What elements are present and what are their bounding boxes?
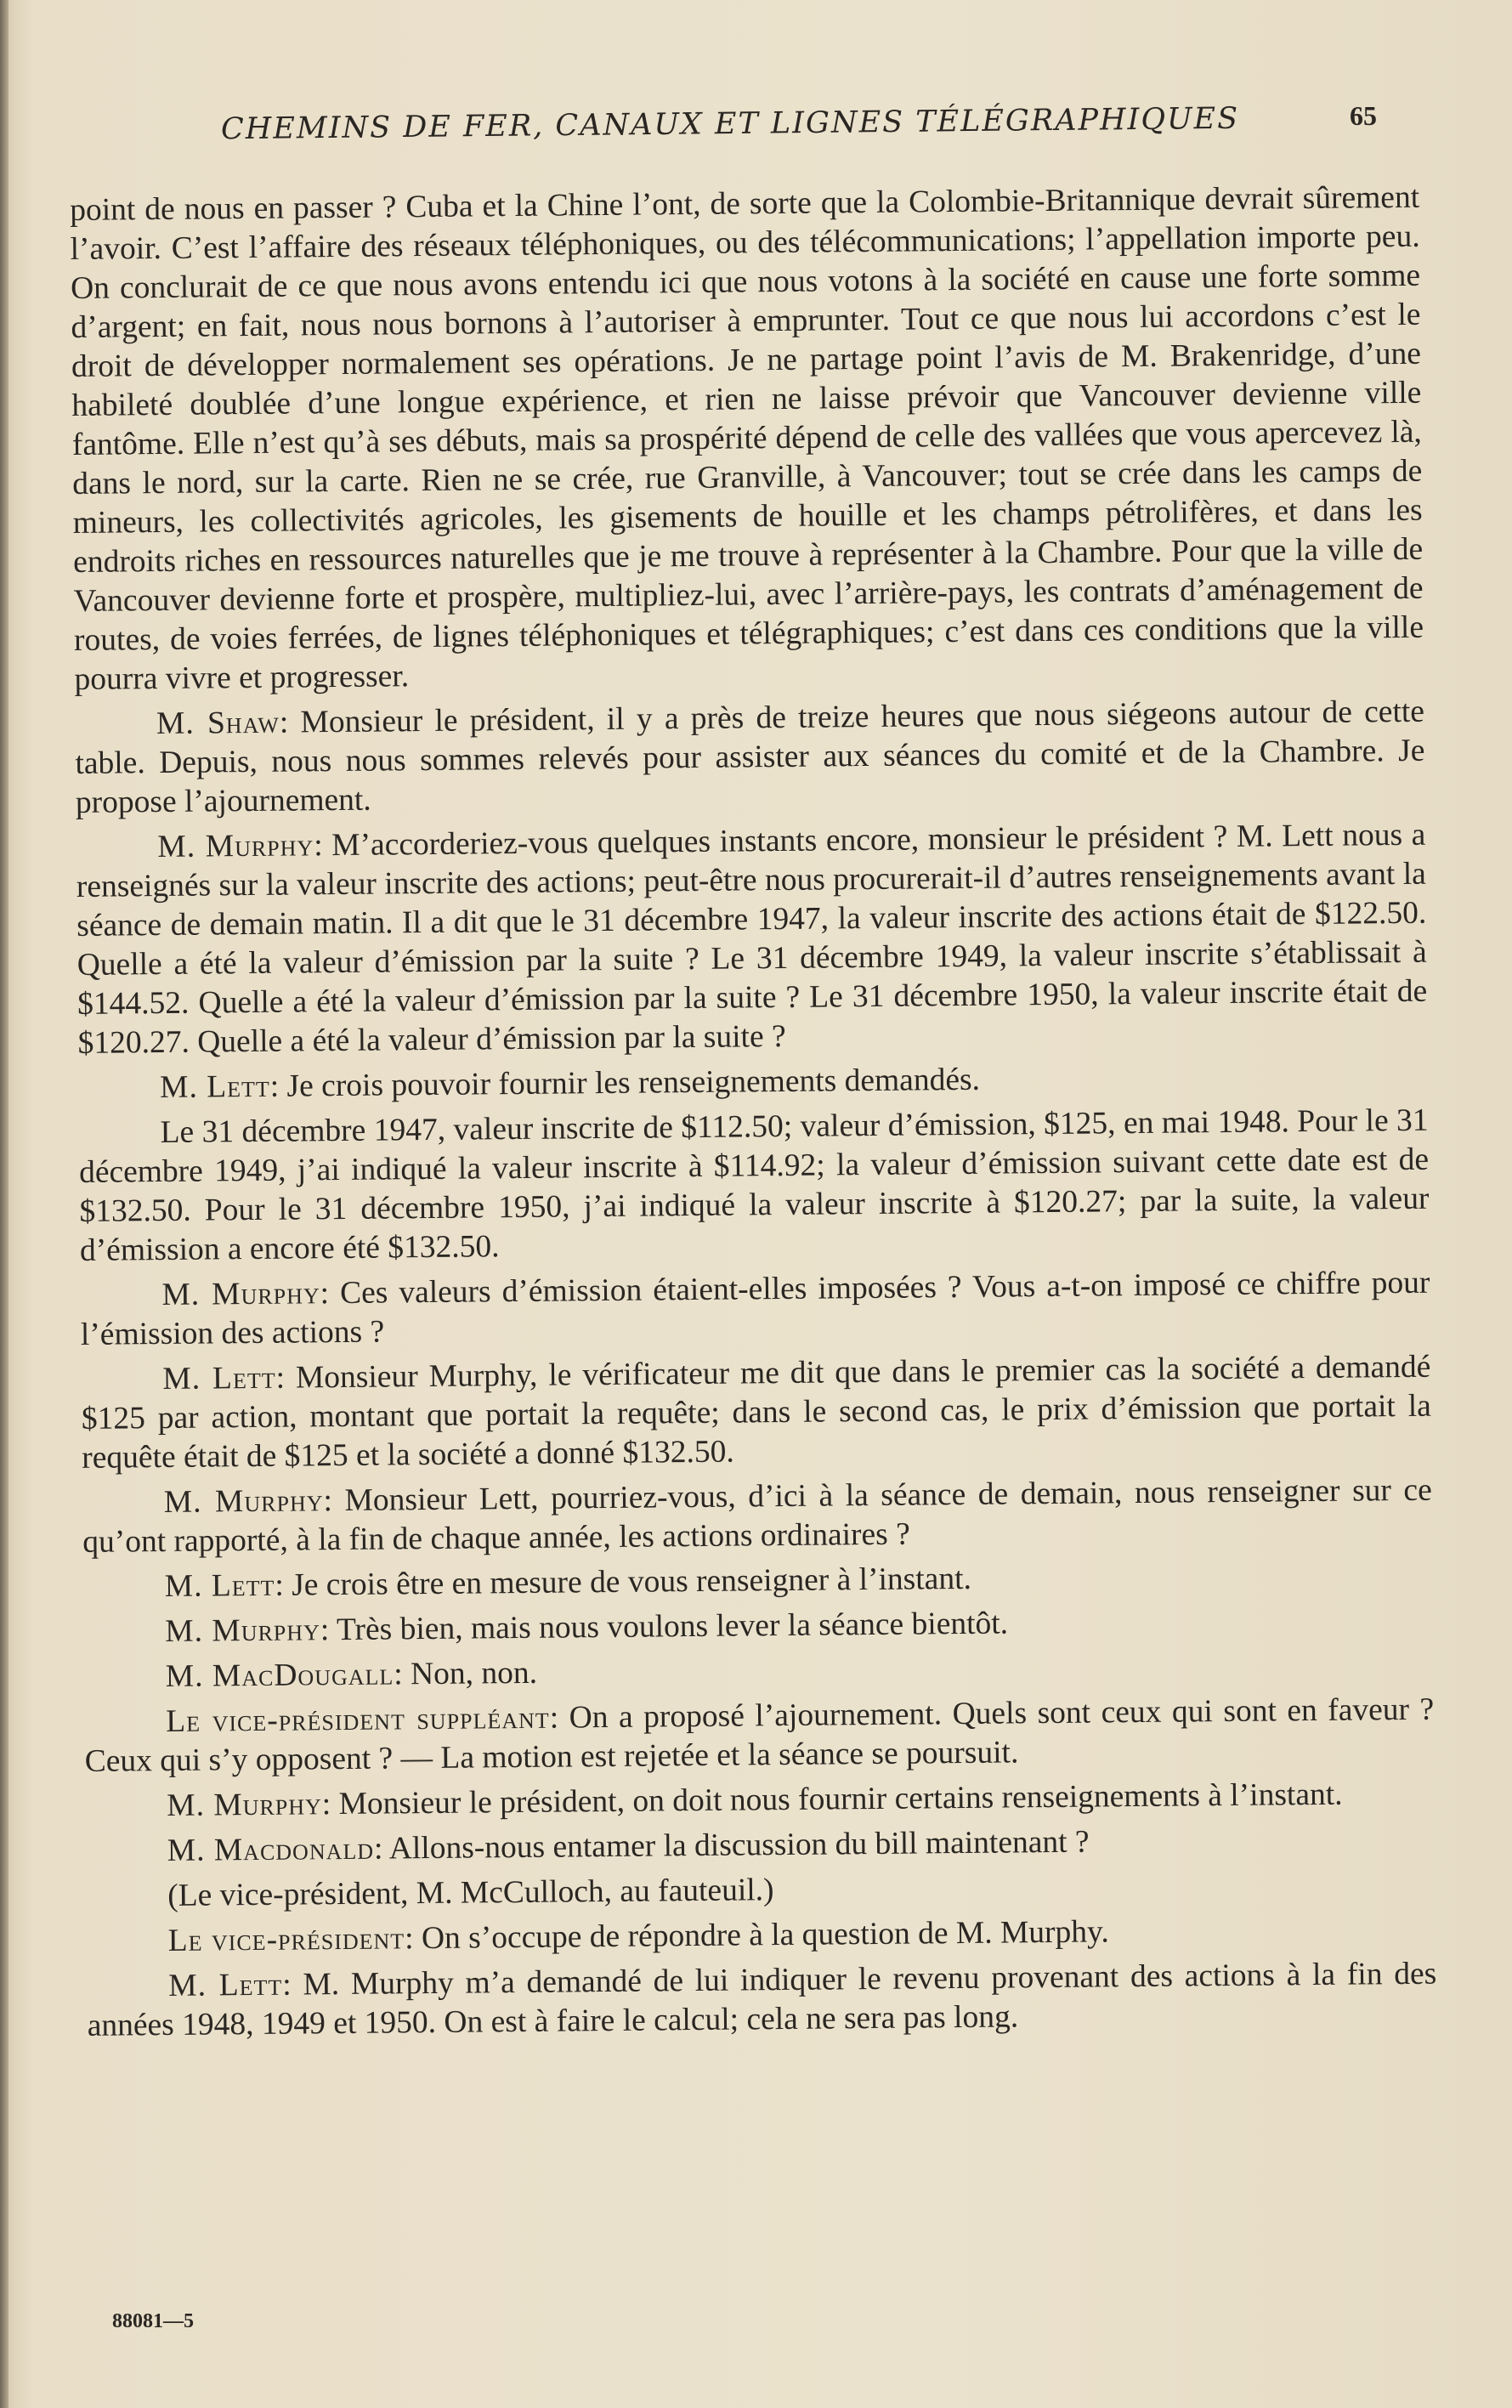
paragraph-text: Monsieur Murphy, le vérificateur me dit que dans le premier cas la société a demandé $125 par action, montant que portait la requête; dans le second cas, le prix d’émission que portait la requête était de $125 et la société a donné $132.50. (81, 1349, 1431, 1476)
speaker-name: M. Lett (162, 1360, 276, 1397)
paragraph: M. Lett: Je crois pouvoir fournir les renseignements demandés. (159, 1062, 981, 1106)
paragraph: M. Murphy: Monsieur le président, on doit nous fournir certains renseignements à l’instant. (167, 1776, 1343, 1823)
paragraph: M. Murphy: Monsieur Lett, pourriez-vous, d’ici à la séance de demain, nous renseigner sur ce qu’ont rapporté, à la fin de chaque année, les actions ordinaires ? (82, 1472, 1432, 1560)
paragraph-text: Très bien, mais nous voulons lever la séance bientôt. (336, 1606, 1009, 1648)
paragraph-text: On s’occupe de répondre à la question de M. Murphy. (421, 1914, 1109, 1957)
paragraph-text: On a proposé l’ajournement. Quels sont ceux qui sont en faveur ? Ceux qui s’y opposent ? — La motion est rejetée et la séance se poursuit. (84, 1691, 1435, 1779)
paragraph-text: M. Murphy m’a demandé de lui indiquer le revenu provenant des actions à la fin des années 1948, 1949 et 1950. On est à faire le calcul; cela ne sera pas long. (87, 1956, 1437, 2043)
speaker-name: Le vice-président (167, 1921, 405, 1958)
paragraph (70, 178, 1424, 700)
paragraph-text: Je crois être en mesure de vous renseigner à l’instant. (292, 1561, 972, 1603)
paragraph-text: Non, non. (410, 1655, 538, 1692)
speaker-name: M. Murphy (165, 1612, 321, 1649)
paragraph-text: Je crois pouvoir fournir les renseignements demandés. (286, 1062, 981, 1104)
paragraph-text: (Le vice-président, M. McCulloch, au fauteuil.) (167, 1873, 774, 1913)
speaker-name: Le vice-président suppléant (166, 1700, 550, 1739)
paragraph-text: Le 31 décembre 1947, valeur inscrite de $112.50; valeur d’émission, $125, en mai 1948. Pour le 31 décembre 1949, j’ai indiqué la valeur inscrite à $114.92; la valeur d’émission suivant cette date est de $132.50. Pour le 31 décembre 1950, j’ai indiqué la valeur inscrite à $120.27; par la suite, la valeur d’émission a encore été $132.50. (78, 1102, 1430, 1268)
paragraph-text: Allons-nous entamer la discussion du bill maintenant ? (388, 1824, 1090, 1867)
speaker-name: M. Macdonald (167, 1831, 375, 1868)
page-header (68, 100, 1394, 151)
paragraph: M. Lett: Je crois être en mesure de vous renseigner à l’instant. (164, 1561, 972, 1605)
speaker-name: M. Murphy (163, 1483, 324, 1521)
speaker-name: M. Murphy (161, 1276, 320, 1313)
paragraph: M. Murphy: Très bien, mais nous voulons lever la séance bientôt. (165, 1606, 1009, 1649)
speaker-name: M. Lett (164, 1567, 275, 1605)
speaker-name: M. Murphy (167, 1787, 323, 1823)
page-number: 65 (1350, 100, 1377, 131)
speaker-name: M. MacDougall (165, 1657, 394, 1694)
paragraph: M. Macdonald: Allons-nous entamer la discussion du bill maintenant ? (167, 1824, 1090, 1868)
paragraph-text: Monsieur le président, il y a près de treize heures que nous siégeons autour de cette table. Depuis, nous nous sommes relevés pour assister aux séances du comité et de la Chambre. Je propose l’ajournement. (75, 694, 1425, 820)
book-spine-shadow (0, 0, 8, 2408)
paragraph: Le vice-président: On s’occupe de répondre à la question de M. Murphy. (167, 1914, 1109, 1958)
paragraph: Le vice-président suppléant: On a proposé l’ajournement. Quels sont ceux qui sont en faveur ? Ceux qui s’y opposent ? — La motion est rejetée et la séance se poursuit. (84, 1691, 1435, 1779)
body-text (70, 178, 1437, 2046)
paragraph (86, 1865, 1436, 1917)
speaker-name: M. Shaw (156, 705, 280, 742)
footer-printer-code: 88081—5 (112, 2310, 194, 2332)
speaker-name: M. Lett (159, 1068, 270, 1106)
paragraph: M. Lett: Monsieur Murphy, le vérificateur me dit que dans le premier cas la société a demandé $125 par action, montant que portait la requête; dans le second cas, le prix d’émission que portait la requête était de $125 et la société a donné $132.50. (81, 1349, 1431, 1476)
paragraph-text: Monsieur Lett, pourriez-vous, d’ici à la séance de demain, nous renseigner sur ce qu’ont rapporté, à la fin de chaque année, les actions ordinaires ? (82, 1472, 1432, 1560)
paragraph (78, 1102, 1430, 1271)
speaker-name: M. Murphy (157, 828, 314, 865)
paragraph-text: point de nous en passer ? Cuba et la Chine l’ont, de sorte que la Colombie-Britannique devrait sûrement l’avoir. C’est l’affaire des réseaux téléphoniques, ou des télécommunications; l’appellation importe peu. On conclurait de ce que nous avons entendu ici que nous votons à la société en cause une forte somme d’argent; en fait, nous nous bornons à l’autoriser à emprunter. Tout ce que nous lui accordons c’est le droit de développer normalement ses opérations. Je ne partage point l’avis de M. Brakenridge, d’une habileté doublée d’une longue expérience, et rien ne laisse prévoir que Vancouver devienne ville fantôme. Elle n’est qu’à ses débuts, mais sa prospérité dépend de celle des vallées que vous apercevez là, dans le nord, sur la carte. Rien ne se crée, rue Granville, à Vancouver; tout se crée dans les camps de mineurs, les collectivités agricoles, les gisements de houille et les champs pétrolifères, et dans les endroits riches en ressources naturelles que je me trouve à représenter à la Chambre. Pour que la ville de Vancouver devienne forte et prospère, multipliez-lui, avec l’arrière-pays, les contrats d’aménagement de routes, de voies ferrées, de lignes téléphoniques et télégraphiques; c’est dans ces conditions que la ville pourra vivre et progresser. (70, 179, 1424, 697)
paragraph-text: Monsieur le président, on doit nous fournir certains renseignements à l’instant. (338, 1776, 1343, 1822)
paragraph: M. Murphy: M’accorderiez-vous quelques instants encore, monsieur le président ? M. Lett nous a renseignés sur la valeur inscrite des actions; peut-être nous procurerait-il d’autres renseignements avant la séance de demain matin. Il a dit que le 31 décembre 1947, la valeur inscrite des actions était de $122.50. Quelle a été la valeur d’émission par la suite ? Le 31 décembre 1949, la valeur inscrite s’établissait à $144.52. Quelle a été la valeur d’émission par la suite ? Le 31 décembre 1950, la valeur inscrite était de $120.27. Quelle a été la valeur d’émission par la suite ? (76, 817, 1428, 1061)
speaker-name: M. Lett (168, 1967, 283, 2003)
paragraph-text: Ces valeurs d’émission étaient-elles imposées ? Vous a-t-on imposé ce chiffre pour l’émission des actions ? (80, 1265, 1430, 1352)
paragraph: M. Shaw: Monsieur le président, il y a près de treize heures que nous siégeons autour de cette table. Depuis, nous nous sommes relevés pour assister aux séances du comité et de la Chambre. Je propose l’ajournement. (75, 694, 1425, 820)
paragraph: M. MacDougall: Non, non. (165, 1655, 538, 1694)
paragraph: M. Murphy: Ces valeurs d’émission étaient-elles imposées ? Vous a-t-on imposé ce chiffre pour l’émission des actions ? (80, 1265, 1430, 1352)
running-title: CHEMINS DE FER, CANAUX ET LIGNES TÉLÉGRAPHIQUES (220, 101, 1240, 147)
paragraph: M. Lett: M. Murphy m’a demandé de lui indiquer le revenu provenant des actions à la fin des années 1948, 1949 et 1950. On est à faire le calcul; cela ne sera pas long. (87, 1956, 1437, 2043)
paragraph-text: M’accorderiez-vous quelques instants encore, monsieur le président ? M. Lett nous a renseignés sur la valeur inscrite des actions; peut-être nous procurerait-il d’autres renseignements avant la séance de demain matin. Il a dit que le 31 décembre 1947, la valeur inscrite des actions était de $122.50. Quelle a été la valeur d’émission par la suite ? Le 31 décembre 1949, la valeur inscrite s’établissait à $144.52. Quelle a été la valeur d’émission par la suite ? Le 31 décembre 1950, la valeur inscrite était de $120.27. Quelle a été la valeur d’émission par la suite ? (76, 817, 1428, 1061)
